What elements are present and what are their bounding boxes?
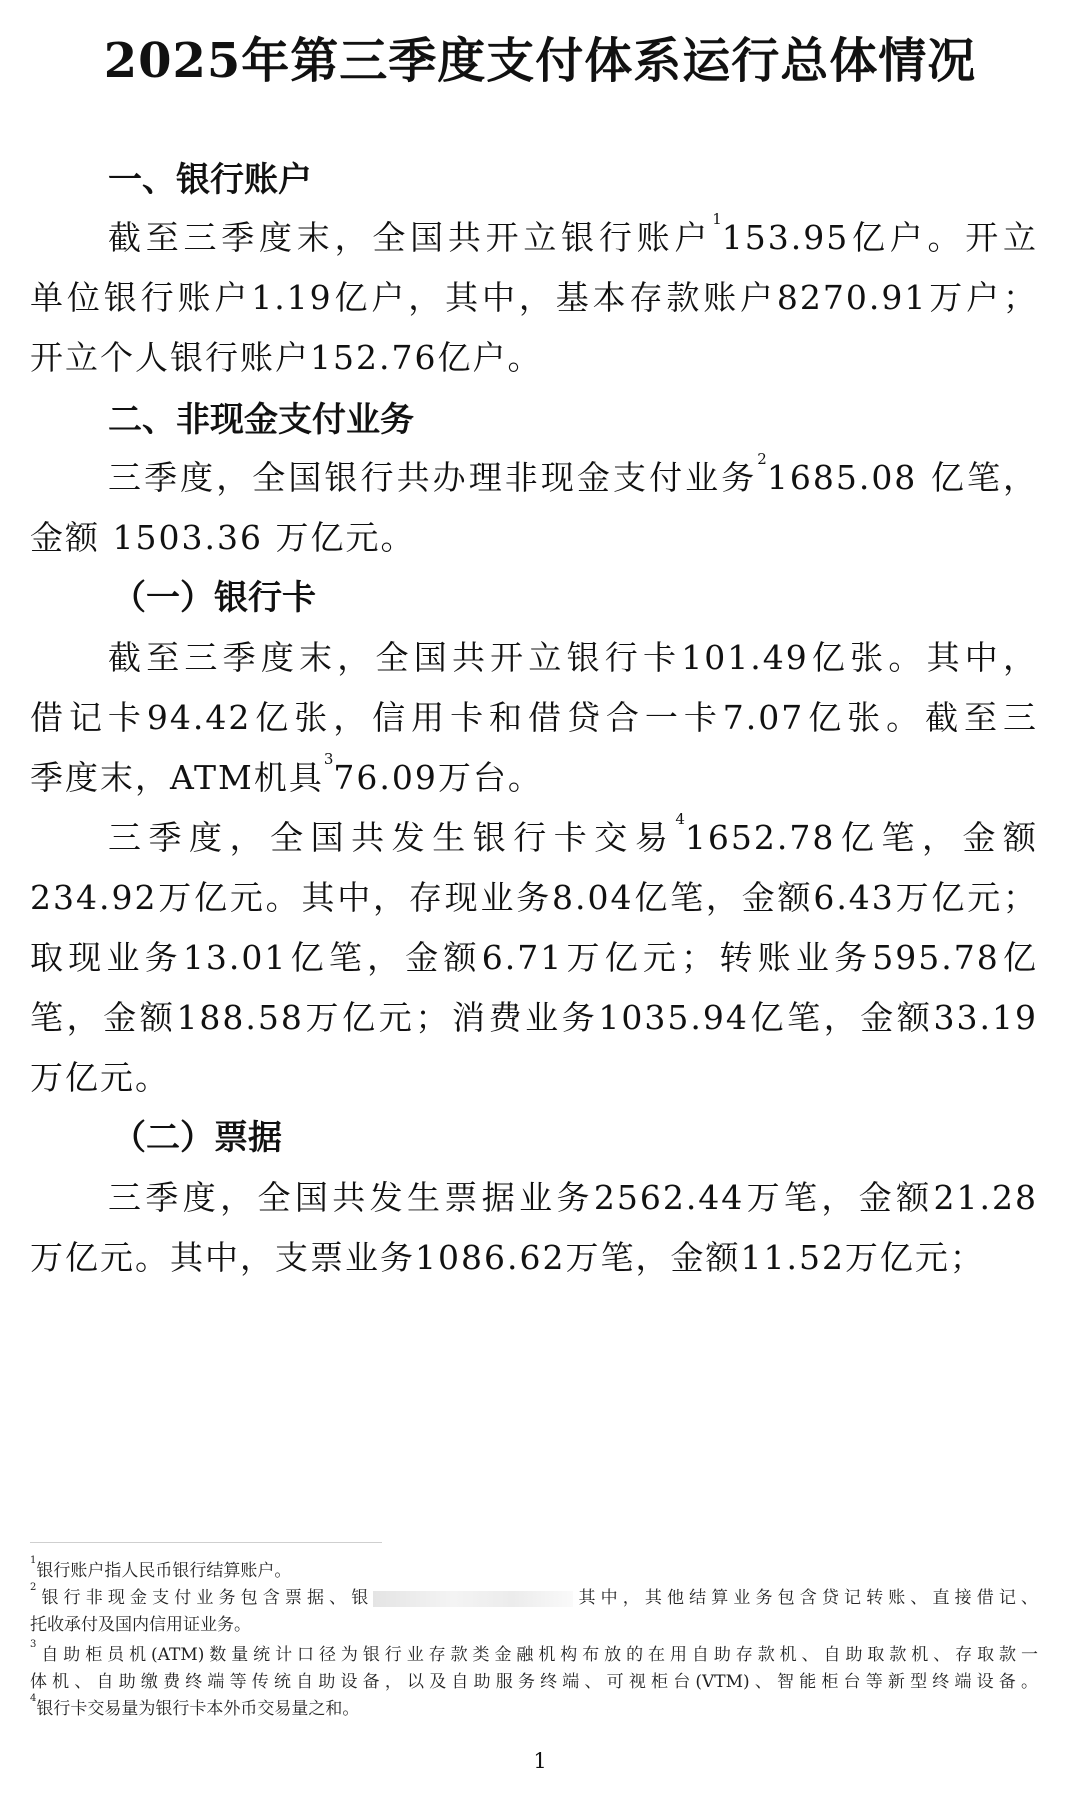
- section-heading-bank-accounts: 一、银行账户: [108, 160, 312, 200]
- redacted-region: [373, 1591, 573, 1607]
- footnote-3-cont: 体机、自助缴费终端等传统自助设备，以及自助服务终端、可视柜台(VTM)、智能柜台等新型终端设备。: [30, 1672, 1038, 1692]
- document-title: 2025年第三季度支付体系运行总体情况: [103, 33, 977, 89]
- paragraph-line: 截至三季度末，全国共开立银行卡101.49亿张。其中，: [108, 638, 1038, 677]
- footnote-2-cont: 托收承付及国内信用证业务。: [30, 1615, 251, 1635]
- paragraph-line: 三季度，全国银行共办理非现金支付业务$^2$1685.08 亿笔，: [108, 450, 1039, 497]
- subsection-heading-bills: （二）票据: [112, 1118, 282, 1158]
- paragraph-line: 单位银行账户1.19亿户，其中，基本存款账户8270.91万户；: [30, 278, 1038, 317]
- footnote-ref: 2: [757, 450, 767, 468]
- paragraph-line: 截至三季度末，全国共开立银行账户$^1$153.95亿户。开立: [108, 210, 1039, 257]
- paragraph-line: 三季度，全国共发生银行卡交易$^4$1652.78亿笔，金额: [108, 810, 1038, 857]
- paragraph-line: 万亿元。: [30, 1058, 170, 1097]
- paragraph-line: 取现业务13.01亿笔，金额6.71万亿元；转账业务595.78亿: [30, 938, 1038, 977]
- section-heading-noncash-payment: 二、非现金支付业务: [108, 400, 414, 440]
- footnote-3: $^3$自助柜员机(ATM)数量统计口径为银行业存款类金融机构布放的在用自助存款机、自助取款机、存取款一: [30, 1639, 1038, 1665]
- paragraph-line: 234.92万亿元。其中，存现业务8.04亿笔，金额6.43万亿元；: [30, 878, 1038, 917]
- paragraph-line: 金额 1503.36 万亿元。: [30, 518, 416, 557]
- paragraph-line: 三季度，全国共发生票据业务2562.44万笔，金额21.28: [108, 1178, 1038, 1217]
- subsection-heading-bank-cards: （一）银行卡: [112, 578, 316, 618]
- footnote-ref: 4: [675, 810, 685, 828]
- paragraph-line: 万亿元。其中，支票业务1086.62万笔，金额11.52万亿元；: [30, 1238, 985, 1277]
- paragraph-line: 开立个人银行账户152.76亿户。: [30, 338, 543, 377]
- paragraph-line: 季度末，ATM机具$^3$76.09万台。: [30, 750, 543, 797]
- page-number: 1: [533, 1749, 547, 1773]
- footnote-ref: 3: [323, 750, 334, 768]
- paragraph-line: 笔，金额188.58万亿元；消费业务1035.94亿笔，金额33.19: [30, 998, 1038, 1037]
- footnote-divider: [30, 1542, 382, 1543]
- footnote-ref: 1: [712, 210, 722, 228]
- footnote-1: $^1$银行账户指人民币银行结算账户。: [30, 1555, 292, 1581]
- footnote-4: $^4$银行卡交易量为银行卡本外币交易量之和。: [30, 1693, 360, 1719]
- paragraph-line: 借记卡94.42亿张，信用卡和借贷合一卡7.07亿张。截至三: [30, 698, 1038, 737]
- footnote-2: $^2$银行非现金支付业务包含票据、银 其中，其他结算业务包含贷记转账、直接借记、: [30, 1582, 1038, 1608]
